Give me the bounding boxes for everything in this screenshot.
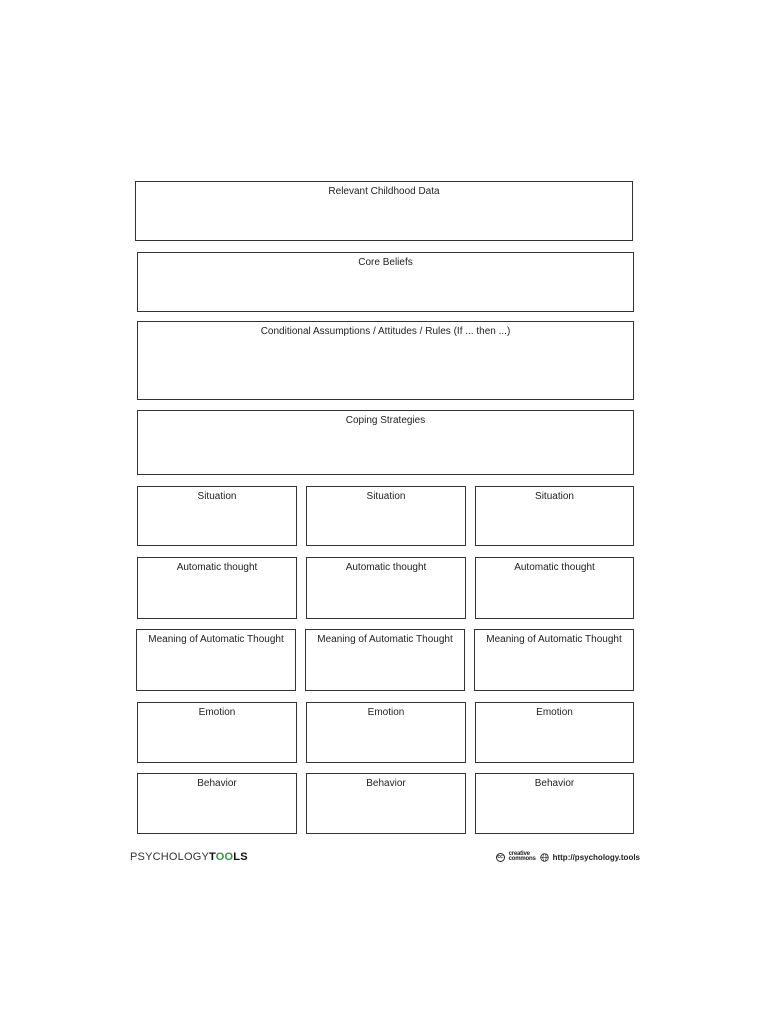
- behavior-box-3[interactable]: [475, 773, 634, 834]
- emotion-box-2[interactable]: [306, 702, 466, 763]
- emotion-label: Emotion: [198, 707, 236, 718]
- meaning-label: Meaning of Automatic Thought: [486, 634, 622, 645]
- creative-commons-text: [509, 852, 536, 862]
- brand-letters-oo: OO: [215, 851, 234, 863]
- situation-box-2[interactable]: [306, 486, 466, 546]
- meaning-label: Meaning of Automatic Thought: [148, 634, 284, 645]
- automatic-thought-box-3[interactable]: [475, 557, 634, 619]
- childhood-data-label: Relevant Childhood Data: [328, 186, 440, 197]
- situation-label: Situation: [535, 491, 574, 502]
- meaning-label: Meaning of Automatic Thought: [317, 634, 453, 645]
- meaning-box-1[interactable]: [136, 629, 296, 691]
- situation-label: Situation: [366, 491, 406, 502]
- emotion-box-3[interactable]: [475, 702, 634, 763]
- situation-box-3[interactable]: [475, 486, 634, 546]
- psychology-tools-logo: [130, 851, 248, 863]
- automatic-thought-box-2[interactable]: [306, 557, 466, 619]
- automatic-thought-box-1[interactable]: [137, 557, 297, 619]
- behavior-label: Behavior: [366, 778, 406, 789]
- childhood-data-box[interactable]: [135, 181, 633, 241]
- automatic-thought-label: Automatic thought: [514, 562, 595, 573]
- brand-word-psychology: PSYCHOLOGY: [130, 851, 210, 863]
- situation-label: Situation: [197, 491, 237, 502]
- footer-credits: [496, 852, 640, 862]
- meaning-box-3[interactable]: [474, 629, 634, 691]
- behavior-label: Behavior: [534, 778, 575, 789]
- creative-commons-icon: cc: [497, 853, 503, 860]
- behavior-box-1[interactable]: [137, 773, 297, 834]
- behavior-box-2[interactable]: [306, 773, 466, 834]
- coping-strategies-box[interactable]: [137, 410, 634, 475]
- website-url[interactable]: http://psychology.tools: [552, 852, 640, 862]
- emotion-label: Emotion: [536, 707, 573, 718]
- situation-box-1[interactable]: [137, 486, 297, 546]
- emotion-box-1[interactable]: [137, 702, 297, 763]
- cc-text-top: creative: [508, 851, 530, 857]
- brand-letters-ls: LS: [233, 851, 248, 863]
- meaning-box-2[interactable]: [305, 629, 465, 691]
- core-beliefs-label: Core Beliefs: [358, 257, 413, 268]
- behavior-label: Behavior: [197, 778, 237, 789]
- cc-text-bottom: commons: [508, 856, 536, 862]
- conditional-assumptions-box[interactable]: [137, 321, 634, 400]
- core-beliefs-box[interactable]: [137, 252, 634, 312]
- automatic-thought-label: Automatic thought: [345, 562, 427, 573]
- globe-icon: [540, 853, 549, 862]
- emotion-label: Emotion: [367, 707, 405, 718]
- automatic-thought-label: Automatic thought: [176, 562, 258, 573]
- conditional-assumptions-label: Conditional Assumptions / Attitudes / Rules (If ... then ...): [260, 326, 511, 337]
- brand-letter-t: T: [209, 851, 216, 863]
- coping-strategies-label: Coping Strategies: [345, 415, 426, 426]
